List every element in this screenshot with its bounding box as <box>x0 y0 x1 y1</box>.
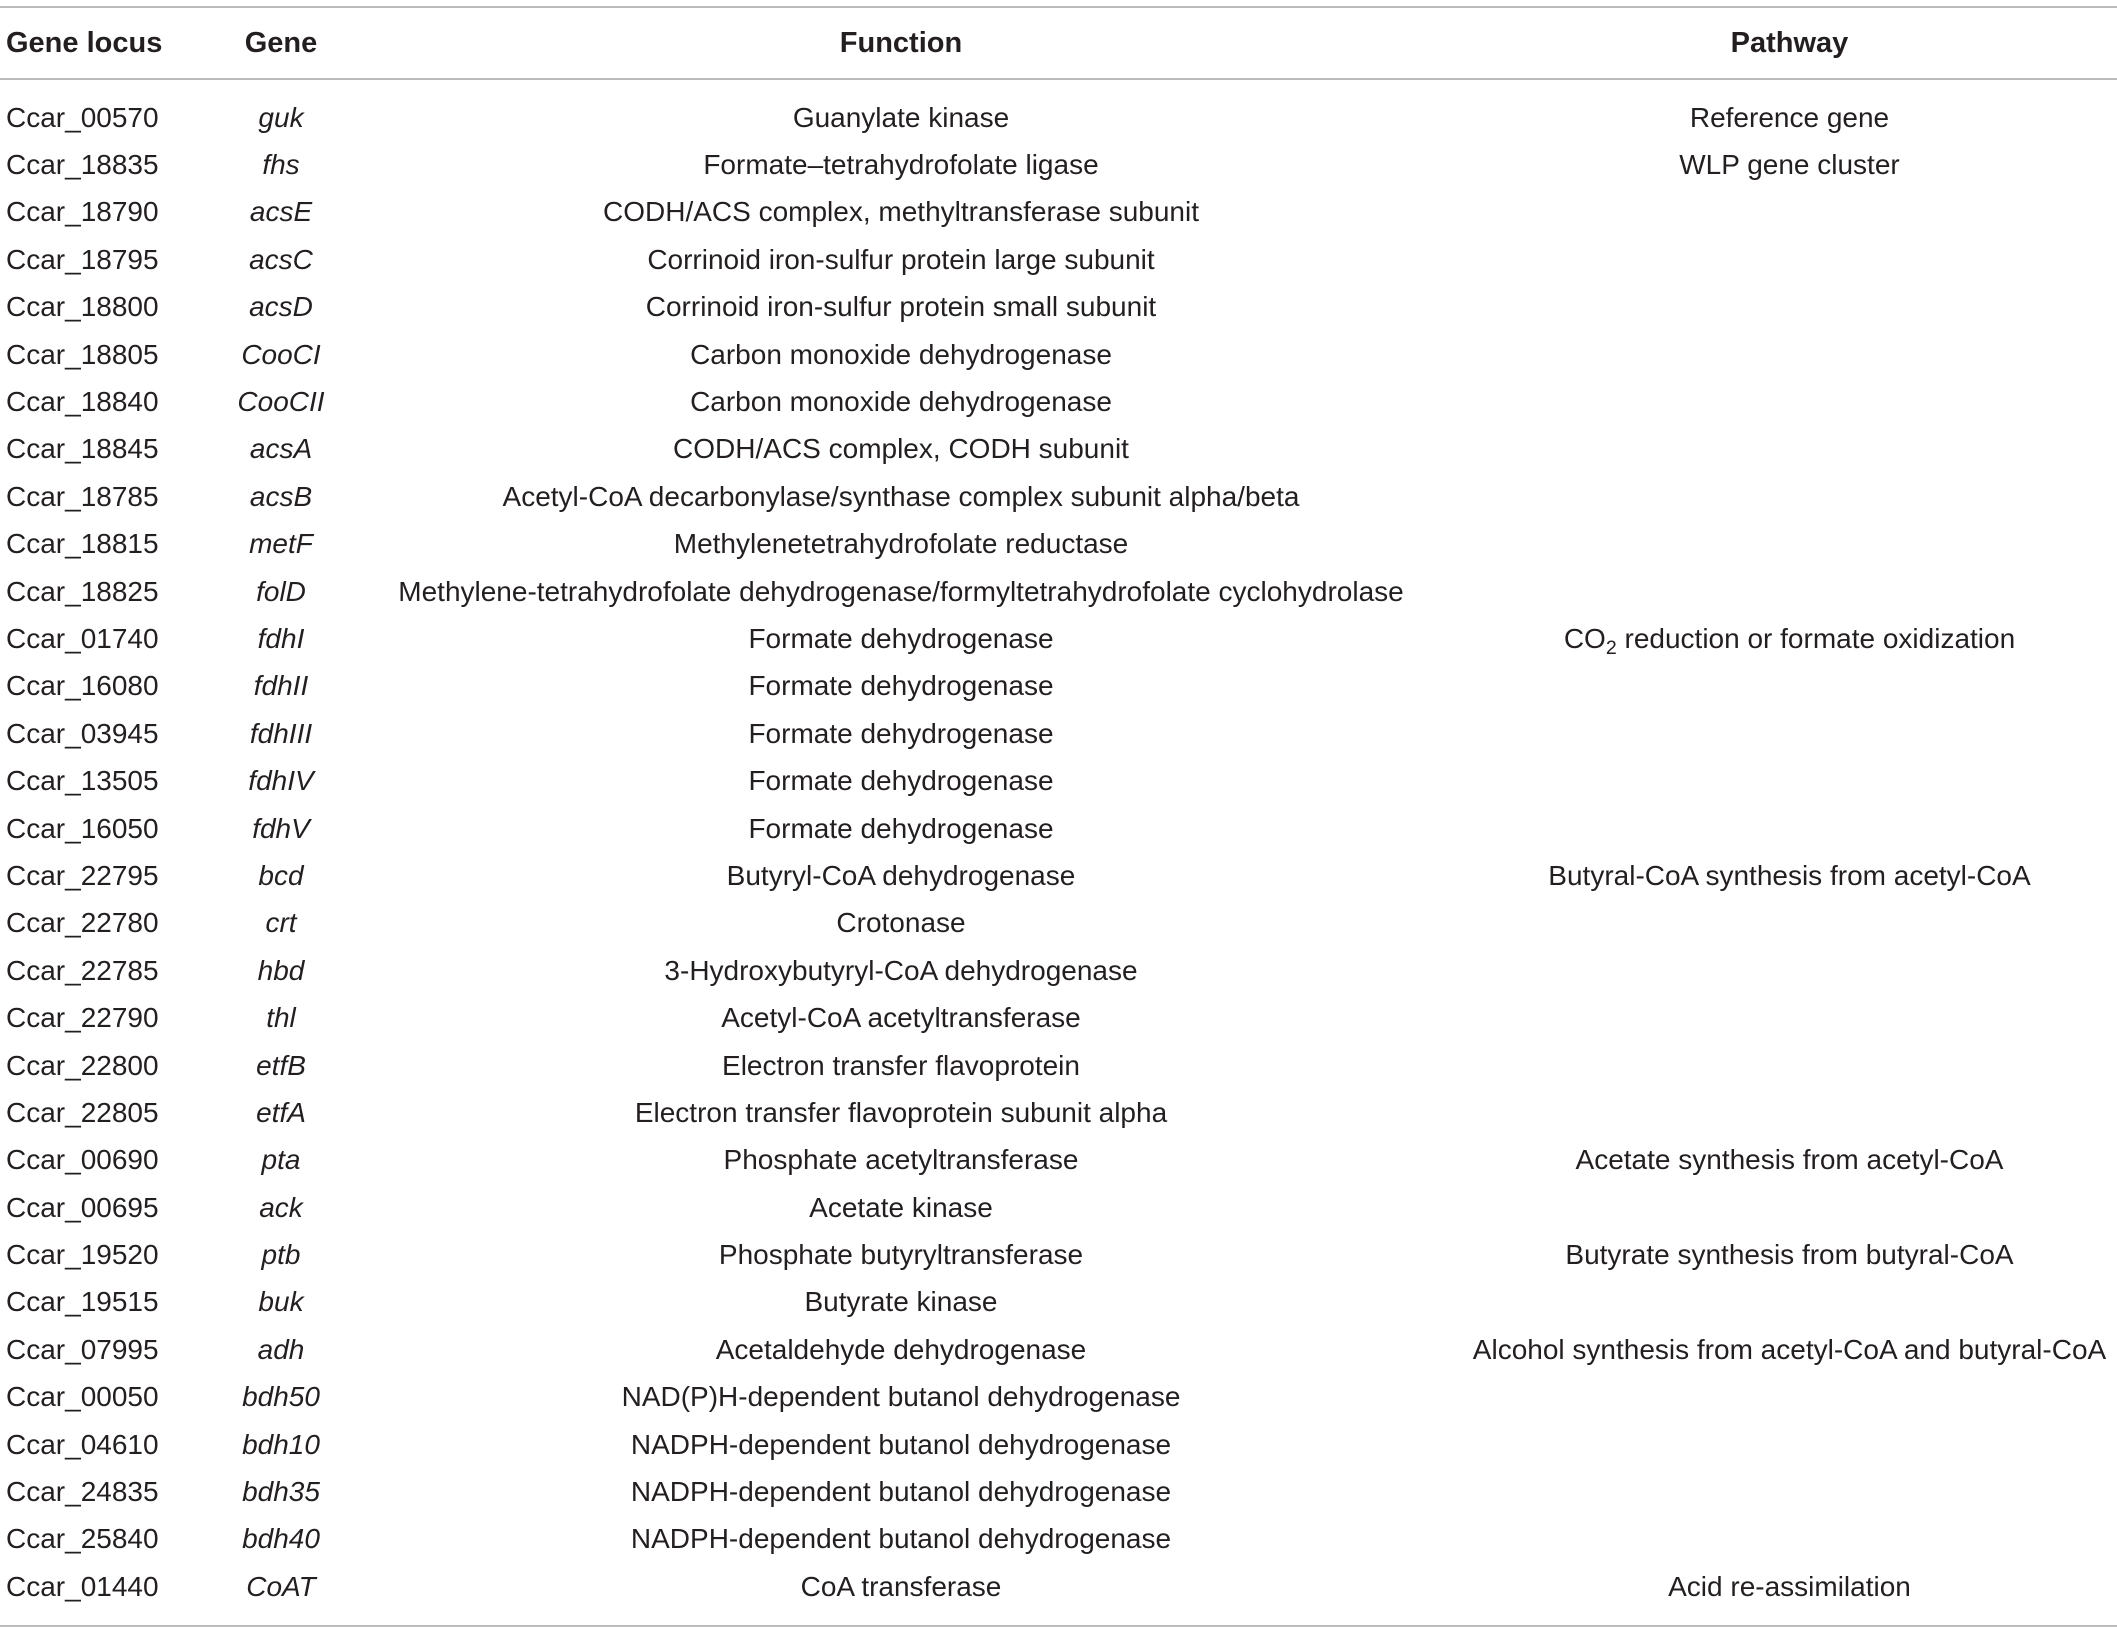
header-row <box>0 7 2117 79</box>
table-row <box>0 284 2117 331</box>
cell-gene: ptb <box>261 1239 301 1271</box>
cell-function: Corrinoid iron-sulfur protein large subunit <box>647 243 1155 275</box>
cell-gene-locus: Ccar_19515 <box>6 1286 159 1318</box>
table-row <box>0 141 2117 188</box>
cell-gene: fdhI <box>257 622 305 654</box>
pathway-text: CO <box>1563 622 1606 654</box>
table-row <box>0 852 2117 899</box>
cell-gene: crt <box>265 907 297 939</box>
cell-function: Formate–tetrahydrofolate ligase <box>703 149 1099 181</box>
cell-function: Carbon monoxide dehydrogenase <box>690 386 1112 418</box>
cell-gene: bdh50 <box>242 1381 320 1413</box>
cell-pathway <box>1456 805 2117 852</box>
cell-gene-locus: Ccar_00050 <box>6 1381 159 1413</box>
cell-pathway: Alcohol synthesis from acetyl-CoA and butyral-CoA <box>1472 1333 2107 1365</box>
cell-function: Formate dehydrogenase <box>748 622 1054 654</box>
cell-gene-locus: Ccar_16050 <box>6 812 159 844</box>
cell-pathway <box>1456 1279 2117 1326</box>
gene-table <box>0 6 2117 1627</box>
cell-gene: acsB <box>249 480 313 512</box>
cell-function: Guanylate kinase <box>792 101 1010 133</box>
cell-pathway <box>1456 378 2117 425</box>
table-body <box>0 79 2117 1626</box>
table-row <box>0 568 2117 615</box>
cell-gene: adh <box>257 1333 305 1365</box>
table-row <box>0 994 2117 1041</box>
table-row <box>0 1184 2117 1231</box>
cell-pathway <box>1456 1374 2117 1421</box>
table-row <box>0 521 2117 568</box>
table-row <box>0 426 2117 473</box>
cell-gene: fhs <box>262 149 300 181</box>
cell-gene: bdh40 <box>242 1523 320 1555</box>
table-row <box>0 757 2117 804</box>
cell-function: Butyrate kinase <box>804 1286 998 1318</box>
cell-gene-locus: Ccar_07995 <box>6 1333 159 1365</box>
cell-pathway: Butyral-CoA synthesis from acetyl-CoA <box>1548 859 2031 891</box>
cell-gene: bdh10 <box>242 1428 320 1460</box>
header-gene-locus: Gene locus <box>6 26 163 59</box>
cell-gene: acsA <box>249 433 313 465</box>
cell-gene-locus: Ccar_03945 <box>6 717 159 749</box>
cell-gene-locus: Ccar_25840 <box>6 1523 159 1555</box>
cell-function: CODH/ACS complex, CODH subunit <box>673 433 1129 465</box>
table-row <box>0 79 2117 141</box>
cell-pathway <box>1456 663 2117 710</box>
cell-gene-locus: Ccar_01440 <box>6 1570 159 1602</box>
cell-pathway <box>1456 189 2117 236</box>
cell-gene-locus: Ccar_01740 <box>6 622 159 654</box>
cell-function: NAD(P)H-dependent butanol dehydrogenase <box>621 1381 1181 1413</box>
table-row <box>0 1468 2117 1515</box>
cell-pathway <box>1456 568 2117 615</box>
table-row <box>0 1089 2117 1136</box>
cell-gene-locus: Ccar_18795 <box>6 243 159 275</box>
cell-gene-locus: Ccar_22795 <box>6 859 159 891</box>
cell-gene: acsD <box>249 291 313 323</box>
cell-function: Butyryl-CoA dehydrogenase <box>726 859 1076 891</box>
table-row <box>0 1421 2117 1468</box>
cell-function: Formate dehydrogenase <box>748 765 1054 797</box>
cell-function: Formate dehydrogenase <box>748 670 1054 702</box>
cell-gene: fdhII <box>253 670 309 702</box>
header-function: Function <box>839 26 963 59</box>
cell-gene-locus: Ccar_13505 <box>6 765 159 797</box>
cell-pathway <box>1456 757 2117 804</box>
cell-function: Methylenetetrahydrofolate reductase <box>673 528 1129 560</box>
cell-pathway <box>1456 1468 2117 1515</box>
cell-pathway <box>1456 284 2117 331</box>
cell-pathway <box>1456 710 2117 757</box>
cell-gene: CoAT <box>246 1570 316 1602</box>
cell-gene-locus: Ccar_18815 <box>6 528 159 560</box>
cell-function: Acetyl-CoA decarbonylase/synthase complex subunit alpha/beta <box>502 480 1300 512</box>
table-row <box>0 1137 2117 1184</box>
cell-gene: hbd <box>257 954 305 986</box>
cell-pathway: Reference gene <box>1689 101 1890 133</box>
table-header <box>0 7 2117 79</box>
cell-function: CODH/ACS complex, methyltransferase subunit <box>603 196 1199 228</box>
table-row <box>0 331 2117 378</box>
header-gene: Gene <box>244 26 318 59</box>
cell-gene: etfB <box>256 1049 306 1081</box>
cell-gene-locus: Ccar_22780 <box>6 907 159 939</box>
cell-gene-locus: Ccar_00690 <box>6 1144 159 1176</box>
cell-gene: folD <box>256 575 306 607</box>
table-row <box>0 1231 2117 1278</box>
cell-pathway: Butyrate synthesis from butyral-CoA <box>1565 1239 2014 1271</box>
cell-function: Electron transfer flavoprotein subunit alpha <box>634 1096 1168 1128</box>
cell-pathway <box>1456 994 2117 1041</box>
cell-gene: acsC <box>249 243 313 275</box>
table-row <box>0 1279 2117 1326</box>
cell-function: Carbon monoxide dehydrogenase <box>690 338 1112 370</box>
table-row <box>0 1326 2117 1373</box>
table-row <box>0 805 2117 852</box>
cell-gene: buk <box>258 1286 304 1318</box>
cell-function: Phosphate acetyltransferase <box>723 1144 1079 1176</box>
cell-gene: ack <box>259 1191 303 1223</box>
pathway-text: reduction or formate oxidization <box>1616 622 2016 654</box>
cell-pathway <box>1456 615 2117 662</box>
cell-function: NADPH-dependent butanol dehydrogenase <box>630 1428 1172 1460</box>
cell-gene-locus: Ccar_18840 <box>6 386 159 418</box>
cell-gene-locus: Ccar_18845 <box>6 433 159 465</box>
cell-gene-locus: Ccar_18825 <box>6 575 159 607</box>
table-row <box>0 1516 2117 1563</box>
table-row <box>0 189 2117 236</box>
table-row <box>0 1563 2117 1625</box>
cell-gene-locus: Ccar_00695 <box>6 1191 159 1223</box>
table-row <box>0 1042 2117 1089</box>
cell-gene: guk <box>258 101 304 133</box>
cell-gene-locus: Ccar_22785 <box>6 954 159 986</box>
cell-function: CoA transferase <box>800 1570 1002 1602</box>
table-row <box>0 900 2117 947</box>
cell-function: Acetate kinase <box>809 1191 993 1223</box>
cell-gene: bdh35 <box>242 1476 320 1508</box>
cell-gene: fdhIV <box>248 765 314 797</box>
cell-gene: bcd <box>258 859 304 891</box>
table-row <box>0 710 2117 757</box>
cell-function: Acetaldehyde dehydrogenase <box>715 1333 1087 1365</box>
cell-function: Electron transfer flavoprotein <box>722 1049 1080 1081</box>
cell-gene-locus: Ccar_00570 <box>6 101 159 133</box>
table-row <box>0 615 2117 662</box>
cell-function: NADPH-dependent butanol dehydrogenase <box>630 1523 1172 1555</box>
header-pathway: Pathway <box>1730 26 1849 59</box>
cell-gene-locus: Ccar_19520 <box>6 1239 159 1271</box>
cell-gene-locus: Ccar_18835 <box>6 149 159 181</box>
cell-pathway <box>1456 947 2117 994</box>
table-row <box>0 947 2117 994</box>
cell-function: Corrinoid iron-sulfur protein small subunit <box>645 291 1157 323</box>
cell-gene: etfA <box>256 1096 306 1128</box>
cell-pathway <box>1456 1042 2117 1089</box>
cell-gene: CooCII <box>237 386 325 418</box>
cell-gene-locus: Ccar_24835 <box>6 1476 159 1508</box>
cell-pathway: WLP gene cluster <box>1679 149 1900 181</box>
cell-gene-locus: Ccar_18805 <box>6 338 159 370</box>
cell-function: Formate dehydrogenase <box>748 717 1054 749</box>
cell-gene: pta <box>261 1144 301 1176</box>
cell-pathway <box>1456 1516 2117 1563</box>
table-row <box>0 1374 2117 1421</box>
cell-function: Formate dehydrogenase <box>748 812 1054 844</box>
cell-pathway <box>1456 1089 2117 1136</box>
cell-pathway <box>1456 331 2117 378</box>
cell-pathway <box>1456 900 2117 947</box>
cell-pathway: Acetate synthesis from acetyl-CoA <box>1575 1144 2004 1176</box>
cell-gene-locus: Ccar_04610 <box>6 1428 159 1460</box>
cell-gene-locus: Ccar_16080 <box>6 670 159 702</box>
cell-pathway <box>1456 236 2117 283</box>
table-row <box>0 473 2117 520</box>
cell-gene: fdhIII <box>249 717 313 749</box>
cell-gene-locus: Ccar_18800 <box>6 291 159 323</box>
cell-gene: metF <box>249 528 313 560</box>
cell-pathway <box>1456 1184 2117 1231</box>
table-row <box>0 236 2117 283</box>
cell-gene-locus: Ccar_18790 <box>6 196 159 228</box>
cell-gene-locus: Ccar_18785 <box>6 480 159 512</box>
table-row <box>0 378 2117 425</box>
cell-pathway <box>1456 521 2117 568</box>
cell-pathway <box>1456 1421 2117 1468</box>
cell-function: Acetyl-CoA acetyltransferase <box>721 1002 1081 1034</box>
pathway-subscript: 2 <box>1605 636 1617 659</box>
cell-function: Phosphate butyryltransferase <box>718 1239 1084 1271</box>
cell-function: NADPH-dependent butanol dehydrogenase <box>630 1476 1172 1508</box>
cell-gene-locus: Ccar_22805 <box>6 1096 159 1128</box>
cell-function: Crotonase <box>836 907 966 939</box>
cell-gene: acsE <box>249 196 313 228</box>
cell-gene: thl <box>266 1002 296 1034</box>
cell-gene-locus: Ccar_22800 <box>6 1049 159 1081</box>
cell-gene: fdhV <box>252 812 310 844</box>
cell-gene-locus: Ccar_22790 <box>6 1002 159 1034</box>
cell-gene: CooCI <box>241 338 321 370</box>
cell-function: Methylene-tetrahydrofolate dehydrogenase/formyltetrahydrofolate cyclohydrolase <box>398 575 1404 607</box>
cell-pathway <box>1456 473 2117 520</box>
cell-pathway <box>1456 426 2117 473</box>
cell-pathway: Acid re-assimilation <box>1668 1570 1911 1602</box>
table-row <box>0 663 2117 710</box>
cell-function: 3-Hydroxybutyryl-CoA dehydrogenase <box>664 954 1138 986</box>
